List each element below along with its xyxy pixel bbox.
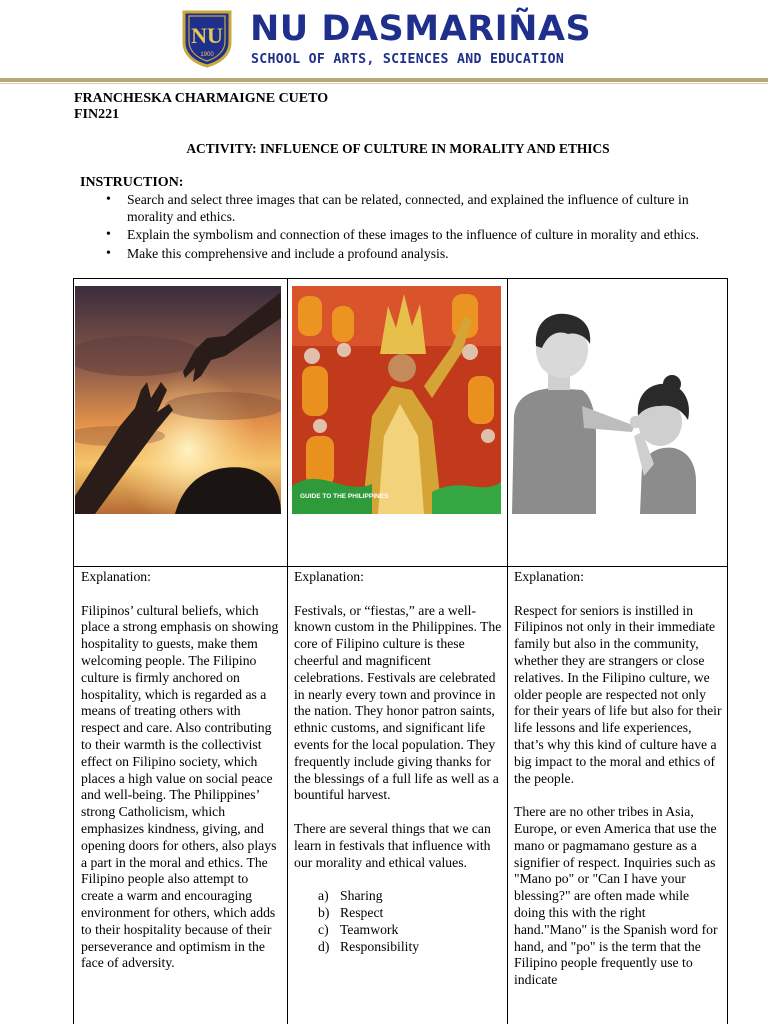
svg-text:NU: NU [191, 23, 223, 48]
instruction-item: • Explain the symbolism and connection of these images to the influence of culture in morality and ethics. [106, 227, 722, 244]
explanation-cell-3 [514, 569, 722, 1006]
explanation-cell-1 [81, 569, 281, 989]
list-item: a) Sharing [318, 888, 383, 904]
explanation-paragraph: There are several things that we can learn in festivals that influence with our morality and ethical values. [294, 820, 491, 870]
reaching-hands-image [75, 286, 281, 514]
explanation-paragraph: Respect for seniors is instilled in Filipinos not only in their immediate family but also in the community, whether they are strangers or close relatives. In the Filipino culture, we older people are respected not only for their years of life but also for their life lessons and life experiences, that’s why this kind of culture have a big impact to the moral and ethics of the people. [514, 602, 722, 786]
values-list [294, 888, 503, 955]
explanation-paragraph: There are no other tribes in Asia, Europe, or even America that use the mano or pagmamano gesture as a signifier of respect. Inquiries such as "Mano po" or "Can I have your blessing?" are often made while doing this with the right hand."Mano" is the Spanish word for hand, and "po" is the term that the Filipino people frequently use to indicate [514, 804, 718, 988]
instruction-item: • Search and select three images that can be related, connected, and explained the influence of culture in morality and ethics. [106, 192, 722, 225]
instruction-list [106, 192, 722, 264]
image-watermark: GUIDE TO THE PHILIPPINES [300, 493, 389, 500]
school-department: SCHOOL OF ARTS, SCIENCES AND EDUCATION [251, 52, 565, 67]
explanation-cell-2 [294, 569, 503, 955]
school-header [0, 0, 768, 84]
instruction-heading: INSTRUCTION: [80, 175, 184, 190]
explanation-heading: Explanation: [81, 569, 151, 584]
row-divider [74, 566, 727, 567]
column-divider [287, 279, 288, 1024]
school-seal-logo [180, 8, 234, 68]
student-info [74, 91, 328, 123]
activity-title: ACTIVITY: INFLUENCE OF CULTURE IN MORALITY AND ETHICS [186, 141, 610, 156]
student-name: FRANCHESKA CHARMAIGNE CUETO [74, 91, 329, 106]
column-divider [507, 279, 508, 1024]
list-item: d) Responsibility [318, 938, 420, 954]
explanation-paragraph: Festivals, or “fiestas,” are a well-known custom in the Philippines. The core of Filipino culture is these cheerful and magnificent celebrations. Festivals are celebrated in nearly every town and province in the nation. They honor patron saints, ethnic customs, and significant life events for the local population. They frequently include giving thanks for the blessings of a full life as well as a bountiful harvest. [294, 602, 502, 803]
header-divider [0, 78, 768, 82]
festival-dancer-image [292, 286, 501, 514]
list-item: b) Respect [318, 904, 384, 920]
instruction-item: • Make this comprehensive and include a profound analysis. [106, 246, 722, 263]
explanation-heading: Explanation: [514, 569, 584, 584]
explanation-heading: Explanation: [294, 569, 364, 584]
explanation-paragraph: Filipinos’ cultural beliefs, which place a strong emphasis on showing hospitality to guests, make them welcoming people. The Filipino culture is firmly anchored on hospitality, which is regarded as a means of treating others with respect and care. Also contributing to their warmth is the collectivist effect on Filipino society, which places a high value on social peace and well-being. The Philippines’ strong Catholicism, which emphasizes kindness, giving, and opening doors for others, also plays a part in the moral and ethics. The Filipino people also attempt to create a warm and encouraging environment for others, which adds to their hospitality because of their perseverance and optimism in the face of adversity. [81, 602, 279, 971]
school-name: NU DASMARIÑAS [250, 9, 592, 49]
svg-text:1900: 1900 [200, 52, 214, 58]
activity-table [73, 278, 728, 1024]
course-code: FIN221 [74, 107, 120, 122]
list-item: c) Teamwork [318, 921, 399, 937]
mano-po-image [512, 286, 712, 514]
header-divider-thin [0, 83, 768, 84]
